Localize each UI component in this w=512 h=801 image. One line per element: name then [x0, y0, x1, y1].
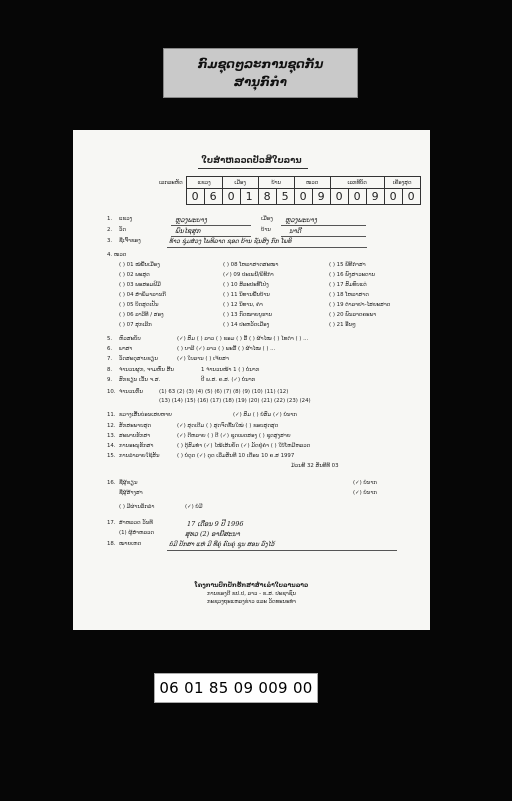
detail-row: (13) (14) (15) (16) (17) (18) (19) (20) (21) (22) (23) (24) [159, 398, 311, 404]
manuscript-survey-form [73, 130, 430, 630]
detail-row: 5. ຫົວສະບັບ (✓) ສົມ ( ) ລາວ ( ) ຂອມ ( ) ລື້ ( ) ຜ້າໄໝ ( ) ໄທດຳ ( ) ... [107, 336, 309, 342]
province-value: ຫຼວງພະບາງ [175, 216, 207, 224]
code-header-province: ແຂວງ [186, 177, 222, 189]
form-footer: ໂຄງການປົກປັກຮັກສາສຳເລຳໃບລານລາວ ການຂອງດີ ຂປ.ປ, ລາວ - ຂ.ສ. ປະຊາຊົນ ກະຊວງຖະແຫລງຂ່າວ ແລະ ວັດທະນະທຳ [194, 582, 309, 605]
occupation-option[interactable]: ( ) 12 ນິທານ, ຄໍາ [223, 302, 263, 308]
village-value: ນາດີ [289, 227, 302, 235]
code-digit: 0 [222, 189, 240, 205]
occupation-option[interactable]: ( ) 13 ກົດໝາຍບູຮານ [223, 312, 273, 318]
occupation-option[interactable]: ( ) 02 ພະສູດ [119, 272, 150, 278]
code-grid [159, 176, 421, 205]
occupation-option[interactable]: ( ) 10 ສິລະປະທີ່ໂປ່ງ [223, 282, 269, 288]
code-digit: 9 [312, 189, 330, 205]
code-digit: 0 [330, 189, 348, 205]
header-line1: ກົມຊຸດໆລະການຊຸດກັນ [197, 57, 324, 71]
code-header-village: ບ້ານ [258, 177, 294, 189]
detail-row: 9. ສົກຂຽນ ເວັ້ນ ຈ.ສ. ປີ ພ.ສ. ຄ.ສ. (✓) ບໍ່ນາກ [107, 377, 256, 383]
occupation-option[interactable]: ( ) 06 ລາວີທີ / ສອງ [119, 312, 164, 318]
occupation-option[interactable]: ( ) 11 ນິທານພື້ນບ້ານ [223, 292, 270, 298]
detail-row: 6. ພາສາ ( ) ບາລີ (✓) ລາວ ( ) ພະລື້ ( ) ຜ້າໄໝ ( ) ... [107, 346, 276, 352]
district-value: ຫຼວງພະບາງ [285, 216, 317, 224]
detail-row: 16. ຊື່ຜູ້ຂຽນ (✓) ບໍ່ນາກ [107, 480, 377, 486]
code-label: ເລກລະຫັດ [159, 179, 183, 186]
detail-row: 15. ການລຳລາຍໃຊ້ສັນ ( ) ບໍ່ດູດ (✓) ດູດ ເລີ່ມສັນທີ 10 ເດືອນ 10 ຄ.ສ 1997 [107, 453, 295, 459]
field-temple-row: 2. ວັດ ພົນໄຊສຸກ ບ້ານ ນາດີ [107, 227, 302, 235]
code-digit: 9 [366, 189, 384, 205]
detail-row: 10. ຈຳນວນກົ້ນ (1) 63 (2) (3) (4) (5) (6) (7) (8) (9) (10) (11) (12) [107, 389, 289, 395]
occupation-option[interactable]: ( ) 16 ພົງສາວະດານ [329, 272, 376, 278]
detail-row: ຊື່ຜູ້ສ້າງສາ (✓) ບໍ່ນາກ [119, 490, 377, 496]
detail-row: (1) ຜູ້ສຳຫລວດ ສຸທວ (2) ອາຍີສະນາ [119, 530, 240, 538]
occupation-option[interactable]: ( ) 04 ສຳພຶມາລານກີ [119, 292, 166, 298]
occupation-option[interactable]: ( ) 17 ສົມທົບແຕ່ [329, 282, 367, 288]
detail-row: ( ) ມີຜ່ານລຶກລຳ (✓) ບໍ່ມີ [119, 504, 203, 510]
owner-value: ທ້າວ ຊຸ່ມສ່ວງ ໂພທິລາດ ຊອດ ບ້ານ ຊັນສິງ ກົກ ໂພທິ [169, 238, 292, 245]
occupation-option[interactable]: ( ) 03 ພອສອມຟີມີ [119, 282, 161, 288]
occupation-option[interactable]: ( ) 07 ສຸກເລີກ [119, 322, 152, 328]
code-header-category: ໜວດ [294, 177, 330, 189]
occupation-option[interactable]: ( ) 15 ພີທີກຳສາ [329, 262, 366, 268]
occupation-col-3 [329, 262, 390, 332]
code-digit: 0 [186, 189, 204, 205]
occupation-option[interactable]: ( ) 20 ພົນລາດຄະພາ [329, 312, 377, 318]
code-digit: 0 [294, 189, 312, 205]
code-digit: 8 [258, 189, 276, 205]
occupation-option[interactable]: ( ) 08 ໂຫລາສາດສະໜາ [223, 262, 279, 268]
occupation-option[interactable]: ( ) 01 ໝໍພື້ນເມືອງ [119, 262, 160, 268]
code-digit: 1 [240, 189, 258, 205]
title-underline [198, 168, 308, 169]
code-header-bundle: ເຄືອງສຸດ [384, 177, 420, 189]
field-owner-row: 3. ຊື່ເຈົ້າຂອງ ທ້າວ ຊຸ່ມສ່ວງ ໂພທິລາດ ຊອດ ບ້ານ ຊັນສິງ ກົກ ໂພທິ [107, 238, 292, 245]
archive-header-label [163, 48, 358, 98]
detail-row: ມ້ວນທີ 32 ສັນທີທີ 03 [291, 463, 339, 469]
detail-row: 11. ຂວາງເສັ້ນບ່ອນເສຍຫາຍ (✓) ສົມ ( ) ບໍ່ສົມ (✓) ບໍ່ນາກ [107, 412, 297, 418]
occupation-option[interactable]: ( ) 18 ໂຫລາສາດ [329, 292, 369, 298]
temple-value: ພົນໄຊສຸກ [175, 227, 201, 235]
code-digit: 0 [402, 189, 420, 205]
detail-row: 8. ຈຳນວນຜູກ, ຈາມຫົ່ນ ສີ້ນ 1 ຈຳນວນໜ້າ 1 ( ) ບໍ່ນາກ [107, 367, 260, 373]
occupation-option[interactable]: (✓) 09 ປະເພນີ/ພິທີກຳ [223, 272, 274, 278]
code-header-number: ເລກທີບັດ [330, 177, 384, 189]
code-header-district: ເມືອງ [222, 177, 258, 189]
detail-row: 7. ວັດສະດຸສານຂຽນ (✓) ໃບລານ ( ) ເຈ້ຍສາ [107, 356, 229, 362]
occupation-title: 4. ໜວດ [107, 252, 127, 258]
occupation-option[interactable]: ( ) 21 ອື່ນໆ [329, 322, 356, 328]
detail-row: 14. ການອະນຸຮັກສາ ( ) ຕູ້ສົມທຳ (✓) ໄໝ້ເສ້ນຍັດ (✓) ມັດຢູ່ຄໍາ ( ) ໃບ້ໂຫມີຫລວດ [107, 443, 311, 449]
manuscript-code-label: 06 01 85 09 009 00 [154, 673, 318, 703]
occupation-col-1 [119, 262, 166, 332]
header-line2: ສານຸກົກຳ [234, 75, 287, 89]
code-digit: 0 [348, 189, 366, 205]
occupation-col-2 [223, 262, 278, 332]
detail-row: 17. ສຳຫລວດ ວັນທີ 17 ເດືອນ 9 ປີ 1996 [107, 520, 244, 528]
detail-row: 18. ໝາຍເຫດ ບໍ່ມີ ປ້ກສາ ແຫ່ ມີ ທີ່ຄູ່ ຄົນຄູ່ ຊູນ ສອນ ລົງໄວ້ [107, 541, 275, 548]
detail-row: 13. ສະພາບຮັກສາ (✓) ດີຫລາຍ ( ) ດີ (✓) ຊຸດເພດສອງ ( ) ຊຸດສູງສາຍ [107, 433, 291, 439]
field-province-row: 1. ແຂວງ ຫຼວງພະບາງ ເມືອງ ຫຼວງພະບາງ [107, 216, 317, 224]
occupation-option[interactable]: ( ) 14 ປະຫວັດເມືອງ [223, 322, 270, 328]
code-digit: 6 [204, 189, 222, 205]
detail-row: 12. ສັກສະພາບສຸດ (✓) ສຸດເດີມ ( ) ສຸດຈົດຂື້ນໃໝ່ ( ) ຂອບສູດສຸດ [107, 423, 279, 429]
form-title: ໃບສຳຫລວດປັວສີໃບລານ [201, 156, 302, 166]
code-digit: 0 [384, 189, 402, 205]
code-digit: 5 [276, 189, 294, 205]
occupation-option[interactable]: ( ) 05 ບິດສູດເປັນ [119, 302, 159, 308]
occupation-option[interactable]: ( ) 19 ຕຳລາຢາ-ໄສຍະສາດ [329, 302, 391, 308]
